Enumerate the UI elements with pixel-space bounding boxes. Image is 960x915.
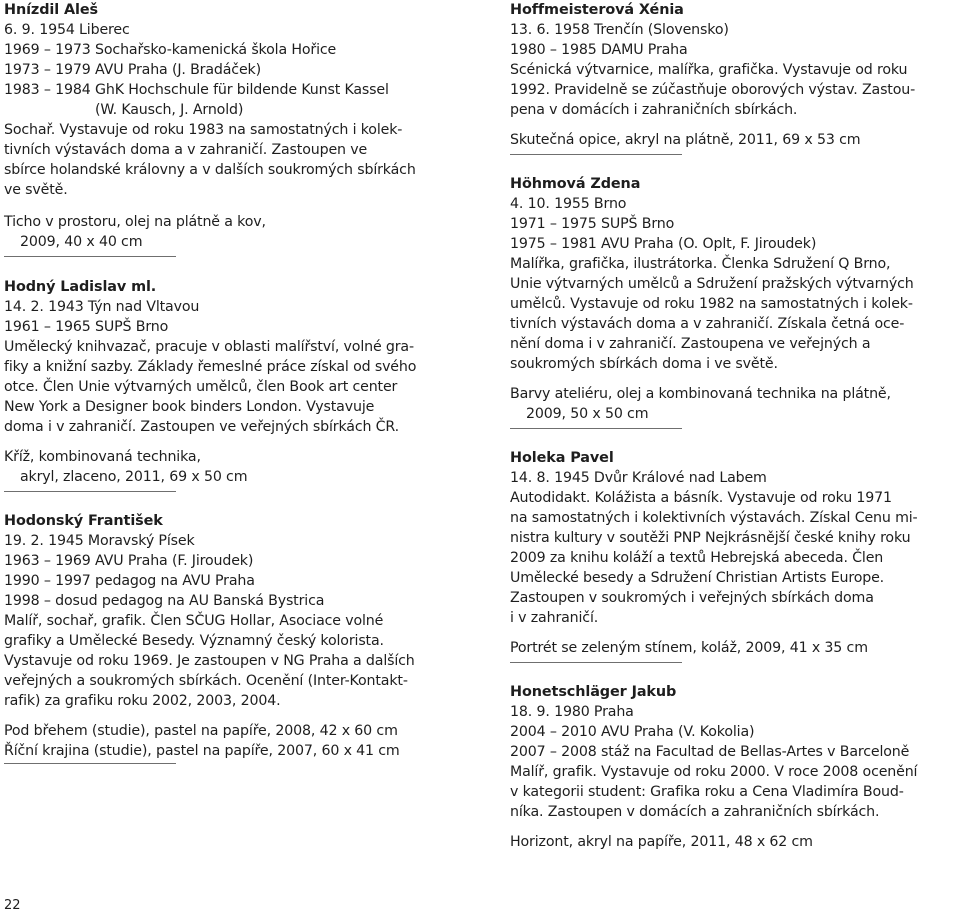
- bio-line: 4. 10. 1955 Brno: [510, 196, 627, 212]
- bio-line: v kategorii student: Grafika roku a Cena Vladimíra Boud-: [510, 784, 904, 800]
- entry-divider: [4, 256, 176, 257]
- artist-name: Honetschläger Jakub: [510, 684, 677, 700]
- entry-divider: [4, 491, 176, 492]
- bio-line: sbírce holandské královny a v dalších soukromých sbírkách: [4, 162, 416, 178]
- bio-line: 1971 – 1975 SUPŠ Brno: [510, 216, 675, 232]
- bio-line: Unie výtvarných umělců a Sdružení pražských výtvarných: [510, 276, 914, 292]
- artist-entry-hodny: [4, 277, 460, 492]
- entry-divider: [510, 662, 682, 663]
- bio-line: tivních výstavách doma a v zahraničí. Zastoupen ve: [4, 142, 368, 158]
- bio-line: Zastoupen v soukromých i veřejných sbírkách doma: [510, 590, 874, 606]
- bio-line: nistra kultury v soutěži PNP Nejkrásnější české knihy roku: [510, 530, 911, 546]
- artist-entry-hodonsky: [4, 511, 460, 764]
- bio-line: na samostatných i kolektivních výstavách. Získal Cenu mi-: [510, 510, 918, 526]
- artist-name: Hodný Ladislav ml.: [4, 279, 157, 295]
- bio-line: Malíř, sochař, grafik. Člen SČUG Hollar, Asociace volné: [4, 613, 384, 629]
- work-line: Horizont, akryl na papíře, 2011, 48 x 62 cm: [510, 834, 813, 850]
- artist-name: Hnízdil Aleš: [4, 2, 98, 18]
- artist-name: Hoffmeisterová Xénia: [510, 2, 684, 18]
- bio-line: soukromých sbírkách doma i ve světě.: [510, 356, 778, 372]
- bio-line: ve světě.: [4, 182, 68, 198]
- bio-line: 6. 9. 1954 Liberec: [4, 22, 130, 38]
- bio-line: 18. 9. 1980 Praha: [510, 704, 634, 720]
- artist-entry-hoffmeisterova: [510, 0, 956, 155]
- bio-line: 1963 – 1969 AVU Praha (F. Jiroudek): [4, 553, 254, 569]
- bio-line: New York a Designer book binders London. Vystavuje: [4, 399, 375, 415]
- bio-line: 1969 – 1973 Sochařsko-kamenická škola Hořice: [4, 42, 337, 58]
- bio-line: 19. 2. 1945 Moravský Písek: [4, 533, 195, 549]
- work-line: Kříž, kombinovaná technika,: [4, 449, 201, 465]
- bio-line: fiky a knižní sazby. Základy řemeslné práce získal od svého: [4, 359, 417, 375]
- bio-line: i v zahraničí.: [510, 610, 599, 626]
- bio-line: pena v domácích i zahraničních sbírkách.: [510, 102, 798, 118]
- work-line: 2009, 40 x 40 cm: [20, 234, 143, 250]
- bio-line: Sochař. Vystavuje od roku 1983 na samostatných i kolek-: [4, 122, 403, 138]
- artist-entry-hohmova: [510, 174, 956, 429]
- left-column: [4, 0, 460, 764]
- bio-line: 2004 – 2010 AVU Praha (V. Kokolia): [510, 724, 755, 740]
- bio-line: 1961 – 1965 SUPŠ Brno: [4, 319, 169, 335]
- bio-line: Malíř, grafik. Vystavuje od roku 2000. V roce 2008 ocenění: [510, 764, 918, 780]
- artist-name: Hodonský František: [4, 513, 163, 529]
- bio-line: umělců. Vystavuje od roku 1982 na samostatných i kolek-: [510, 296, 913, 312]
- bio-line: (W. Kausch, J. Arnold): [95, 102, 244, 118]
- page-number: 22: [4, 898, 21, 913]
- bio-line: 1992. Pravidelně se zúčastňuje oborových výstav. Zastou-: [510, 82, 916, 98]
- work-line: Portrét se zeleným stínem, koláž, 2009, 41 x 35 cm: [510, 640, 868, 656]
- bio-line: 14. 8. 1945 Dvůr Králové nad Labem: [510, 470, 767, 486]
- work-line: Barvy ateliéru, olej a kombinovaná technika na plátně,: [510, 386, 891, 402]
- bio-line: otce. Člen Unie výtvarných umělců, člen Book art center: [4, 379, 398, 395]
- bio-line: veřejných a soukromých sbírkách. Ocenění (Inter-Kontakt-: [4, 673, 408, 689]
- work-line: Pod břehem (studie), pastel na papíře, 2008, 42 x 60 cm: [4, 723, 398, 739]
- bio-line: grafiky a Umělecké Besedy. Významný český kolorista.: [4, 633, 384, 649]
- work-line: Ticho v prostoru, olej na plátně a kov,: [4, 214, 266, 230]
- artist-entry-hnizdil: [4, 0, 460, 257]
- artist-name: Höhmová Zdena: [510, 176, 641, 192]
- right-column: [510, 0, 956, 852]
- artist-name: Holeka Pavel: [510, 450, 614, 466]
- bio-line: 1973 – 1979 AVU Praha (J. Bradáček): [4, 62, 261, 78]
- bio-line: Umělecké besedy a Sdružení Christian Artists Europe.: [510, 570, 885, 586]
- entry-divider: [510, 154, 682, 155]
- work-line: akryl, zlaceno, 2011, 69 x 50 cm: [20, 469, 248, 485]
- bio-line: 1998 – dosud pedagog na AU Banská Bystrica: [4, 593, 325, 609]
- bio-line: 14. 2. 1943 Týn nad Vltavou: [4, 299, 200, 315]
- bio-line: Scénická výtvarnice, malířka, grafička. Vystavuje od roku: [510, 62, 908, 78]
- work-line: 2009, 50 x 50 cm: [526, 406, 649, 422]
- bio-line: 2007 – 2008 stáž na Facultad de Bellas-Artes v Barceloně: [510, 744, 910, 760]
- bio-line: Vystavuje od roku 1969. Je zastoupen v NG Praha a dalších: [4, 653, 415, 669]
- bio-line: 1980 – 1985 DAMU Praha: [510, 42, 688, 58]
- entry-divider: [510, 428, 682, 429]
- bio-line: doma i v zahraničí. Zastoupen ve veřejných sbírkách ČR.: [4, 419, 399, 435]
- bio-line: 1975 – 1981 AVU Praha (O. Oplt, F. Jiroudek): [510, 236, 817, 252]
- work-line: Říční krajina (studie), pastel na papíře, 2007, 60 x 41 cm: [4, 743, 400, 759]
- entry-divider: [4, 763, 176, 764]
- bio-line: 1990 – 1997 pedagog na AVU Praha: [4, 573, 255, 589]
- bio-line: Umělecký knihvazač, pracuje v oblasti malířství, volné gra-: [4, 339, 414, 355]
- bio-line: 1983 – 1984 GhK Hochschule für bildende Kunst Kassel: [4, 82, 389, 98]
- bio-line: Autodidakt. Kolážista a básník. Vystavuje od roku 1971: [510, 490, 892, 506]
- work-line: Skutečná opice, akryl na plátně, 2011, 69 x 53 cm: [510, 132, 861, 148]
- bio-line: 13. 6. 1958 Trenčín (Slovensko): [510, 22, 729, 38]
- bio-line: tivních výstavách doma a v zahraničí. Získala četná oce-: [510, 316, 905, 332]
- bio-line: nění doma i v zahraničí. Zastoupena ve veřejných a: [510, 336, 871, 352]
- bio-line: níka. Zastoupen v domácích a zahraničních sbírkách.: [510, 804, 880, 820]
- bio-line: Malířka, grafička, ilustrátorka. Členka Sdružení Q Brno,: [510, 256, 891, 272]
- artist-entry-honetschlager: [510, 682, 956, 852]
- bio-line: 2009 za knihu koláží a textů Hebrejská abeceda. Člen: [510, 550, 884, 566]
- artist-entry-holeka: [510, 448, 956, 663]
- bio-line: rafik) za grafiku roku 2002, 2003, 2004.: [4, 693, 281, 709]
